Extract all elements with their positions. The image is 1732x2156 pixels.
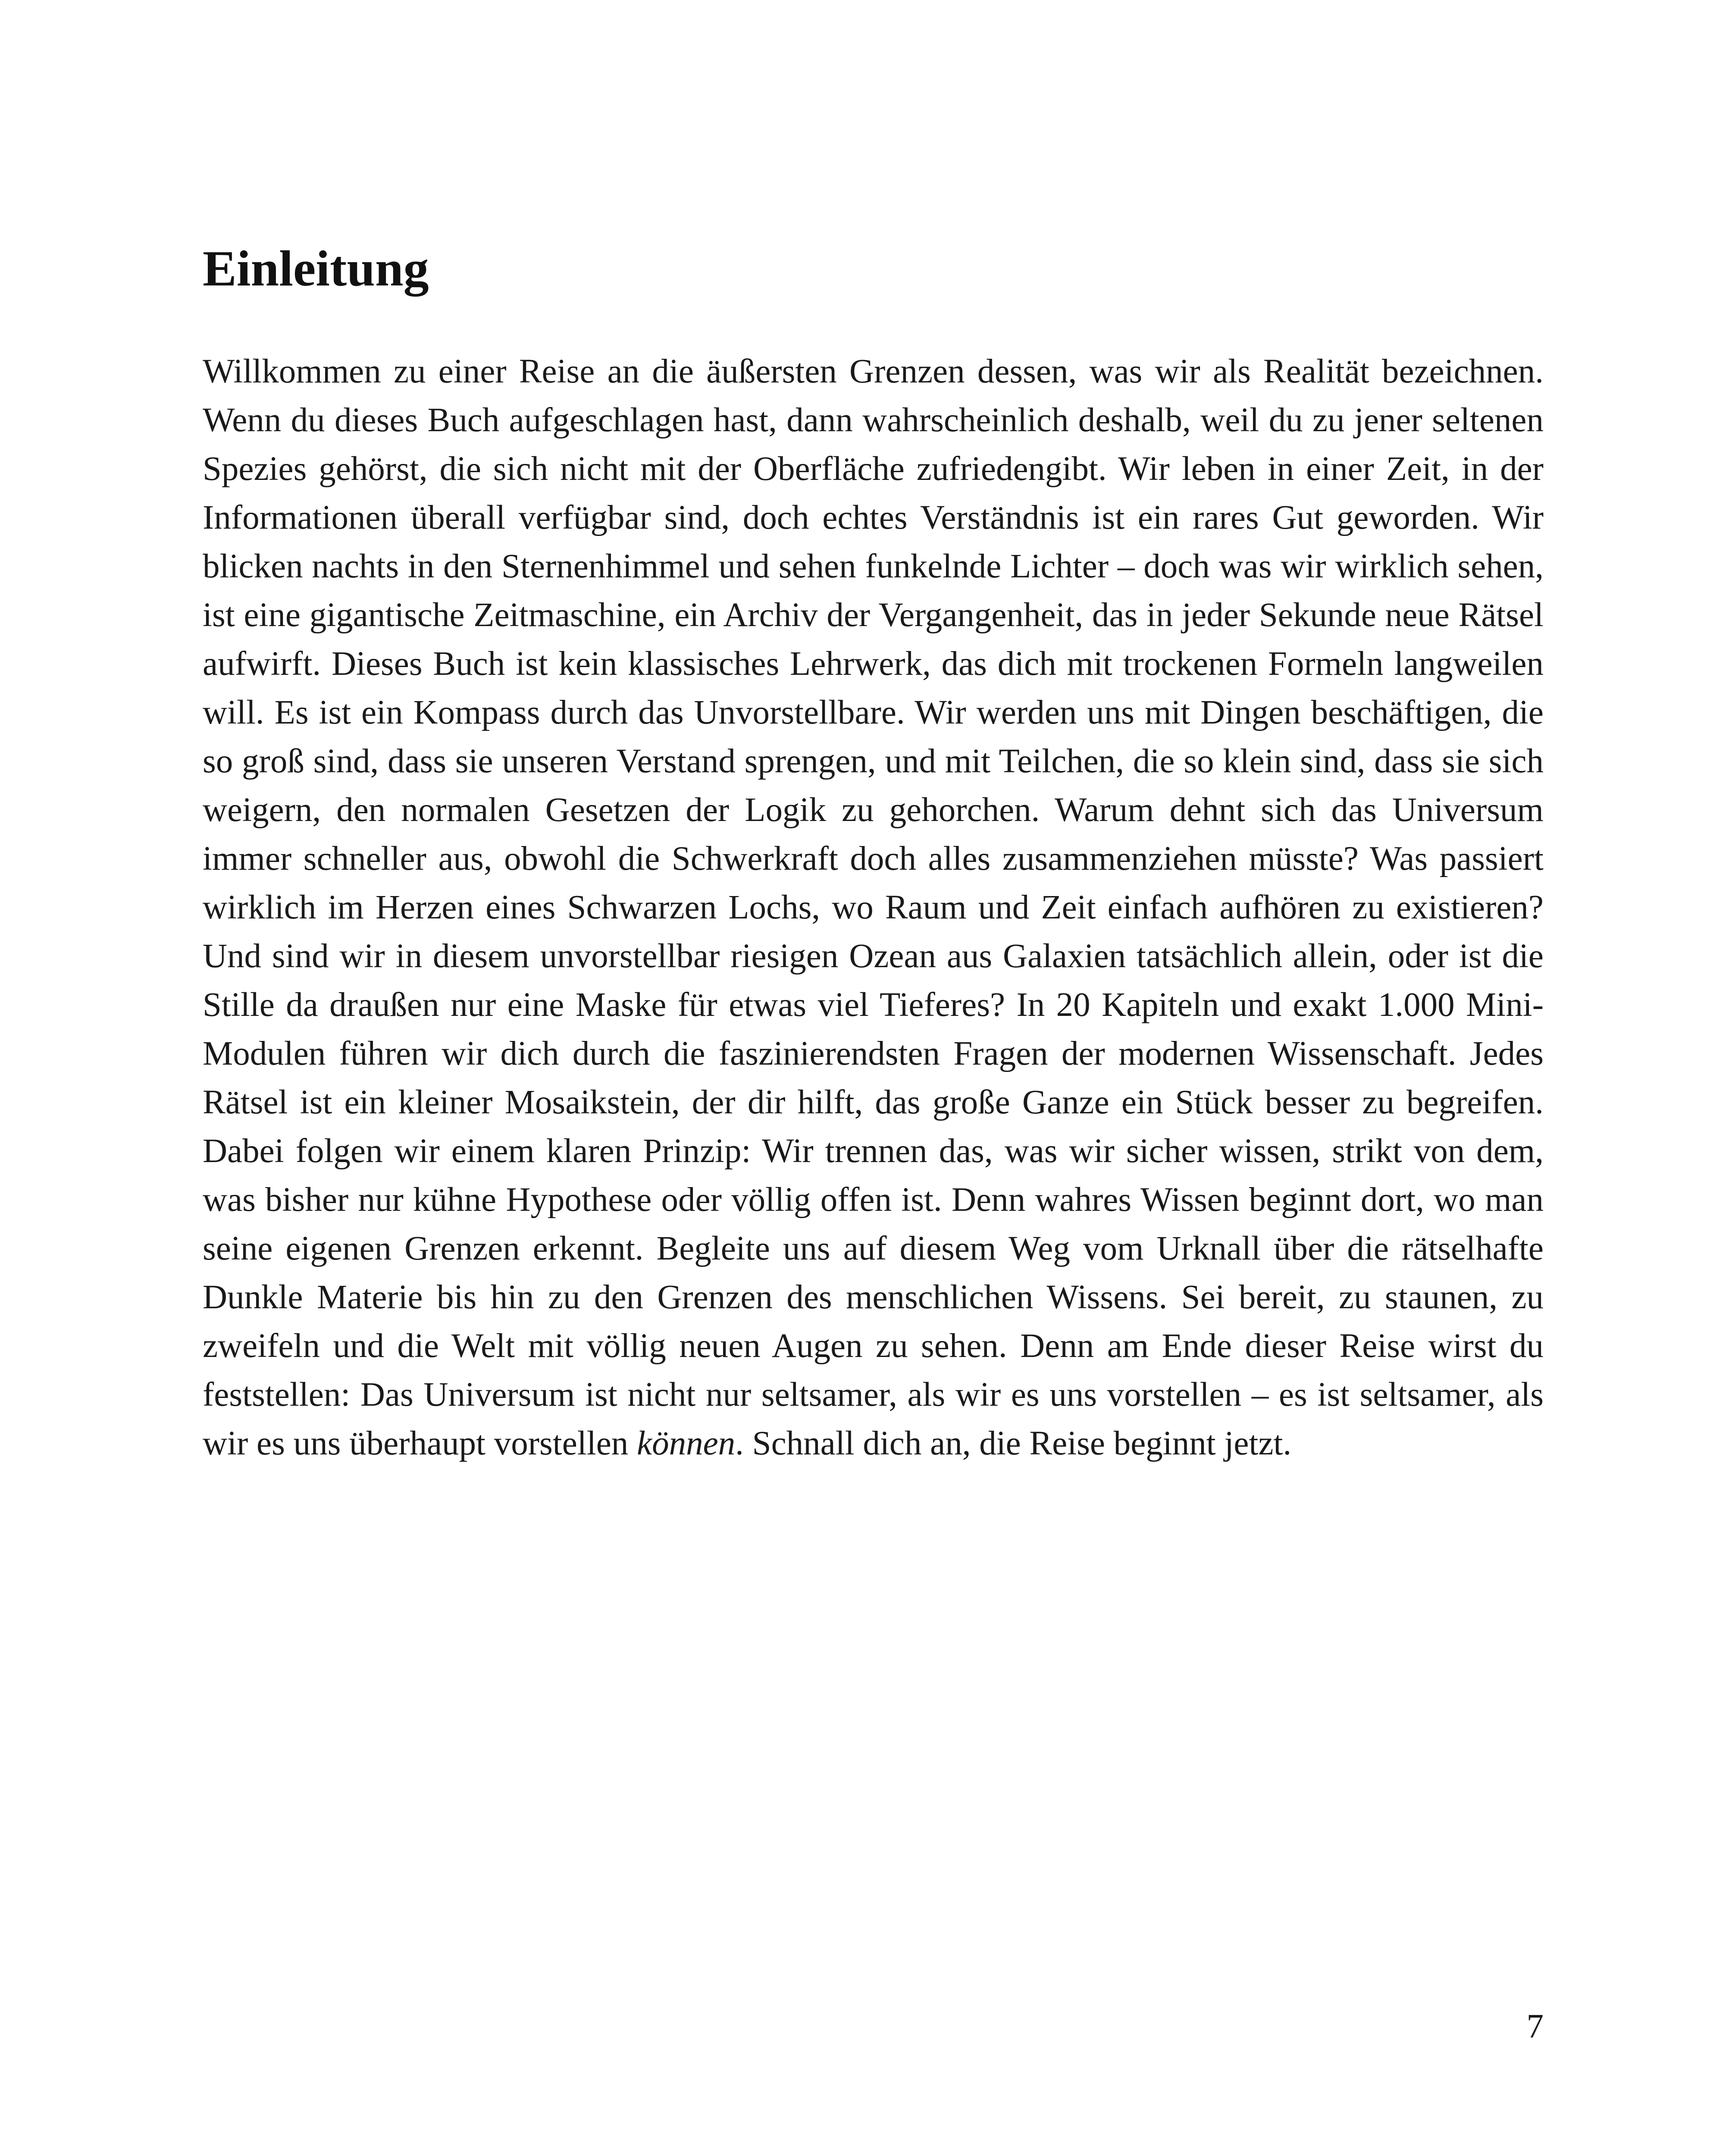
body-paragraph bbox=[203, 347, 1544, 1468]
paragraph-emphasis: können bbox=[637, 1425, 736, 1462]
chapter-heading: Einleitung bbox=[203, 240, 429, 297]
page-number: 7 bbox=[1526, 2008, 1544, 2045]
paragraph-text-main: Willkommen zu einer Reise an die äußersten Grenzen dessen, was wir als Realität bezeichnen. Wenn du dieses Buch aufgeschlagen hast, dann wahrscheinlich deshalb, weil du zu jener seltenen Spezies gehörst, die sich nicht mit der Oberfläche zufriedengibt. Wir leben in einer Zeit, in der Informationen überall verfügbar sind, doch echtes Verständnis ist ein rares Gut geworden. Wir blicken nachts in den Sternenhimmel und sehen funkelnde Lichter – doch was wir wirklich sehen, ist eine gigantische Zeitmaschine, ein Archiv der Vergangenheit, das in jeder Sekunde neue Rätsel aufwirft. Dieses Buch ist kein klassisches Lehrwerk, das dich mit trockenen Formeln langweilen will. Es ist ein Kompass durch das Unvorstellbare. Wir werden uns mit Dingen beschäftigen, die so groß sind, dass sie unseren Verstand sprengen, und mit Teilchen, die so klein sind, dass sie sich weigern, den normalen Gesetzen der Logik zu gehorchen. Warum dehnt sich das Universum immer schneller aus, obwohl die Schwerkraft doch alles zusammenziehen müsste? Was passiert wirklich im Herzen eines Schwarzen Lochs, wo Raum und Zeit einfach aufhören zu existieren? Und sind wir in diesem unvorstellbar riesigen Ozean aus Galaxien tatsächlich allein, oder ist die Stille da draußen nur eine Maske für etwas viel Tieferes? In 20 Kapiteln und exakt 1.000 Mini-Modulen führen wir dich durch die faszinierendsten Fragen der modernen Wissenschaft. Jedes Rätsel ist ein kleiner Mosaikstein, der dir hilft, das große Ganze ein Stück besser zu begreifen. Dabei folgen wir einem klaren Prinzip: Wir trennen das, was wir sicher wissen, strikt von dem, was bisher nur kühne Hypothese oder völlig offen ist. Denn wahres Wissen beginnt dort, wo man seine eigenen Grenzen erkennt. Begleite uns auf diesem Weg vom Urknall über die rätselhafte Dunkle Materie bis hin zu den Grenzen des menschlichen Wissens. Sei bereit, zu staunen, zu zweifeln und die Welt mit völlig neuen Augen zu sehen. Denn am Ende dieser Reise wirst du feststellen: Das Universum ist nicht nur seltsamer, als wir es uns vorstellen – es ist seltsamer, als wir es uns überhaupt vorstellen bbox=[203, 353, 1544, 1462]
paragraph-text-end: . Schnall dich an, die Reise beginnt jetzt. bbox=[735, 1425, 1292, 1462]
